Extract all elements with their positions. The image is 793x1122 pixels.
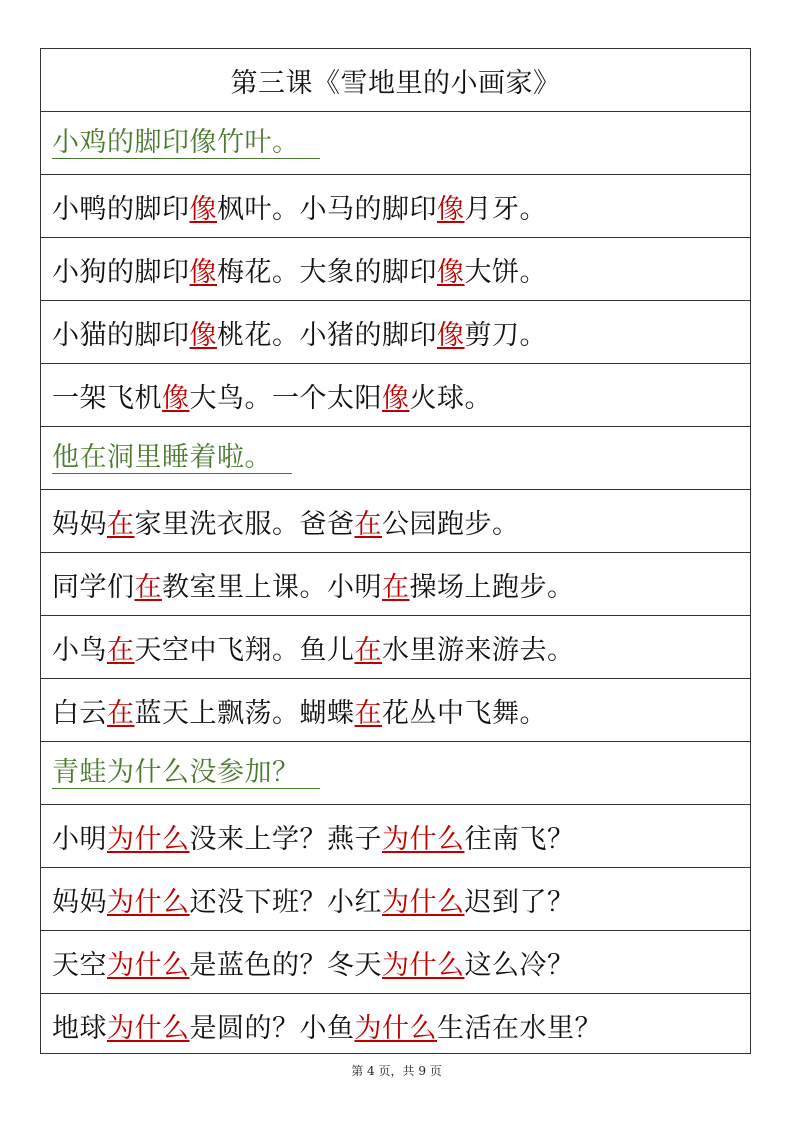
sentence-row bbox=[41, 301, 750, 364]
sentence-text: 梅花。大象的脚印 bbox=[217, 256, 437, 288]
worksheet-table bbox=[40, 48, 751, 1054]
keyword-text: 为什么 bbox=[107, 886, 190, 918]
sentence-text: 是蓝色的？冬天 bbox=[189, 949, 382, 981]
sentence-row bbox=[41, 238, 750, 301]
sentence-text: 同学们 bbox=[52, 571, 135, 603]
keyword-text: 为什么 bbox=[107, 949, 190, 981]
sentence-row bbox=[41, 616, 750, 679]
sentence-text: 这么冷？ bbox=[464, 949, 575, 981]
keyword-text: 在 bbox=[107, 508, 135, 540]
sentence-text: 桃花。小猪的脚印 bbox=[217, 319, 437, 351]
sentence-text: 一架飞机 bbox=[52, 382, 162, 414]
keyword-text: 像 bbox=[189, 193, 217, 225]
sentence-row bbox=[41, 805, 750, 868]
sentence-text: 火球。 bbox=[409, 382, 492, 414]
sentence-text: 花丛中飞舞。 bbox=[382, 697, 547, 729]
sentence-text: 家里洗衣服。爸爸 bbox=[134, 508, 355, 540]
sentence-row bbox=[41, 175, 750, 238]
section-heading-text: 他在洞里睡着啦。 bbox=[52, 442, 292, 474]
keyword-text: 像 bbox=[189, 319, 217, 351]
section-heading-row bbox=[41, 742, 750, 805]
keyword-text: 在 bbox=[354, 697, 382, 729]
keyword-text: 为什么 bbox=[382, 886, 465, 918]
keyword-text: 为什么 bbox=[382, 949, 465, 981]
sentence-text: 月牙。 bbox=[464, 193, 547, 225]
sentence-text: 枫叶。小马的脚印 bbox=[217, 193, 437, 225]
sentence-text: 小鸭的脚印 bbox=[52, 193, 190, 225]
sentence-row bbox=[41, 868, 750, 931]
keyword-text: 像 bbox=[437, 256, 465, 288]
section-heading-row bbox=[41, 112, 750, 175]
sentence-row bbox=[41, 364, 750, 427]
sentence-text: 小猫的脚印 bbox=[52, 319, 190, 351]
keyword-text: 像 bbox=[189, 256, 217, 288]
sentence-text: 地球 bbox=[52, 1013, 107, 1044]
lesson-title-text: 第三课《雪地里的小画家》 bbox=[230, 67, 561, 99]
sentence-text: 大鸟。一个太阳 bbox=[189, 382, 382, 414]
sentence-text: 妈妈 bbox=[52, 886, 107, 918]
keyword-text: 在 bbox=[354, 508, 382, 540]
sentence-text: 还没下班？小红 bbox=[189, 886, 382, 918]
sentence-text: 操场上跑步。 bbox=[409, 571, 575, 603]
keyword-text: 为什么 bbox=[107, 1013, 190, 1044]
sentence-text: 蓝天上飘荡。蝴蝶 bbox=[134, 697, 355, 729]
keyword-text: 在 bbox=[107, 634, 135, 666]
keyword-text: 在 bbox=[107, 697, 135, 729]
sentence-text: 没来上学？燕子 bbox=[189, 823, 382, 855]
keyword-text: 像 bbox=[437, 319, 465, 351]
sentence-text: 教室里上课。小明 bbox=[162, 571, 382, 603]
keyword-text: 像 bbox=[382, 382, 410, 414]
sentence-row bbox=[41, 679, 750, 742]
keyword-text: 为什么 bbox=[382, 823, 465, 855]
section-heading-text: 小鸡的脚印像竹叶。 bbox=[52, 127, 320, 159]
sentence-text: 剪刀。 bbox=[464, 319, 547, 351]
sentence-text: 小鸟 bbox=[52, 634, 107, 666]
keyword-text: 像 bbox=[437, 193, 465, 225]
keyword-text: 在 bbox=[382, 571, 410, 603]
sentence-text: 往南飞？ bbox=[464, 823, 575, 855]
keyword-text: 在 bbox=[354, 634, 382, 666]
sentence-text: 白云 bbox=[52, 697, 107, 729]
sentence-text: 天空 bbox=[52, 949, 107, 981]
sentence-row bbox=[41, 553, 750, 616]
sentence-text: 小明 bbox=[52, 823, 107, 855]
sentence-text: 妈妈 bbox=[52, 508, 107, 540]
sentence-text: 小狗的脚印 bbox=[52, 256, 190, 288]
keyword-text: 为什么 bbox=[107, 823, 190, 855]
section-heading-text: 青蛙为什么没参加？ bbox=[52, 757, 320, 789]
section-heading-row bbox=[41, 427, 750, 490]
sentence-text: 迟到了？ bbox=[464, 886, 575, 918]
sentence-text: 公园跑步。 bbox=[382, 508, 520, 540]
sentence-row bbox=[41, 490, 750, 553]
sentence-row bbox=[41, 931, 750, 994]
sentence-text: 是圆的？小鱼 bbox=[189, 1013, 355, 1044]
keyword-text: 在 bbox=[134, 571, 162, 603]
keyword-text: 为什么 bbox=[354, 1013, 437, 1044]
sentence-text: 大饼。 bbox=[464, 256, 547, 288]
keyword-text: 像 bbox=[162, 382, 190, 414]
sentence-row bbox=[41, 994, 750, 1057]
sentence-text: 水里游来游去。 bbox=[382, 634, 575, 666]
lesson-title bbox=[41, 49, 750, 112]
sentence-text: 天空中飞翔。鱼儿 bbox=[134, 634, 355, 666]
sentence-text: 生活在水里？ bbox=[437, 1013, 602, 1044]
page-footer: 第 4 页，共 9 页 bbox=[351, 1064, 442, 1078]
